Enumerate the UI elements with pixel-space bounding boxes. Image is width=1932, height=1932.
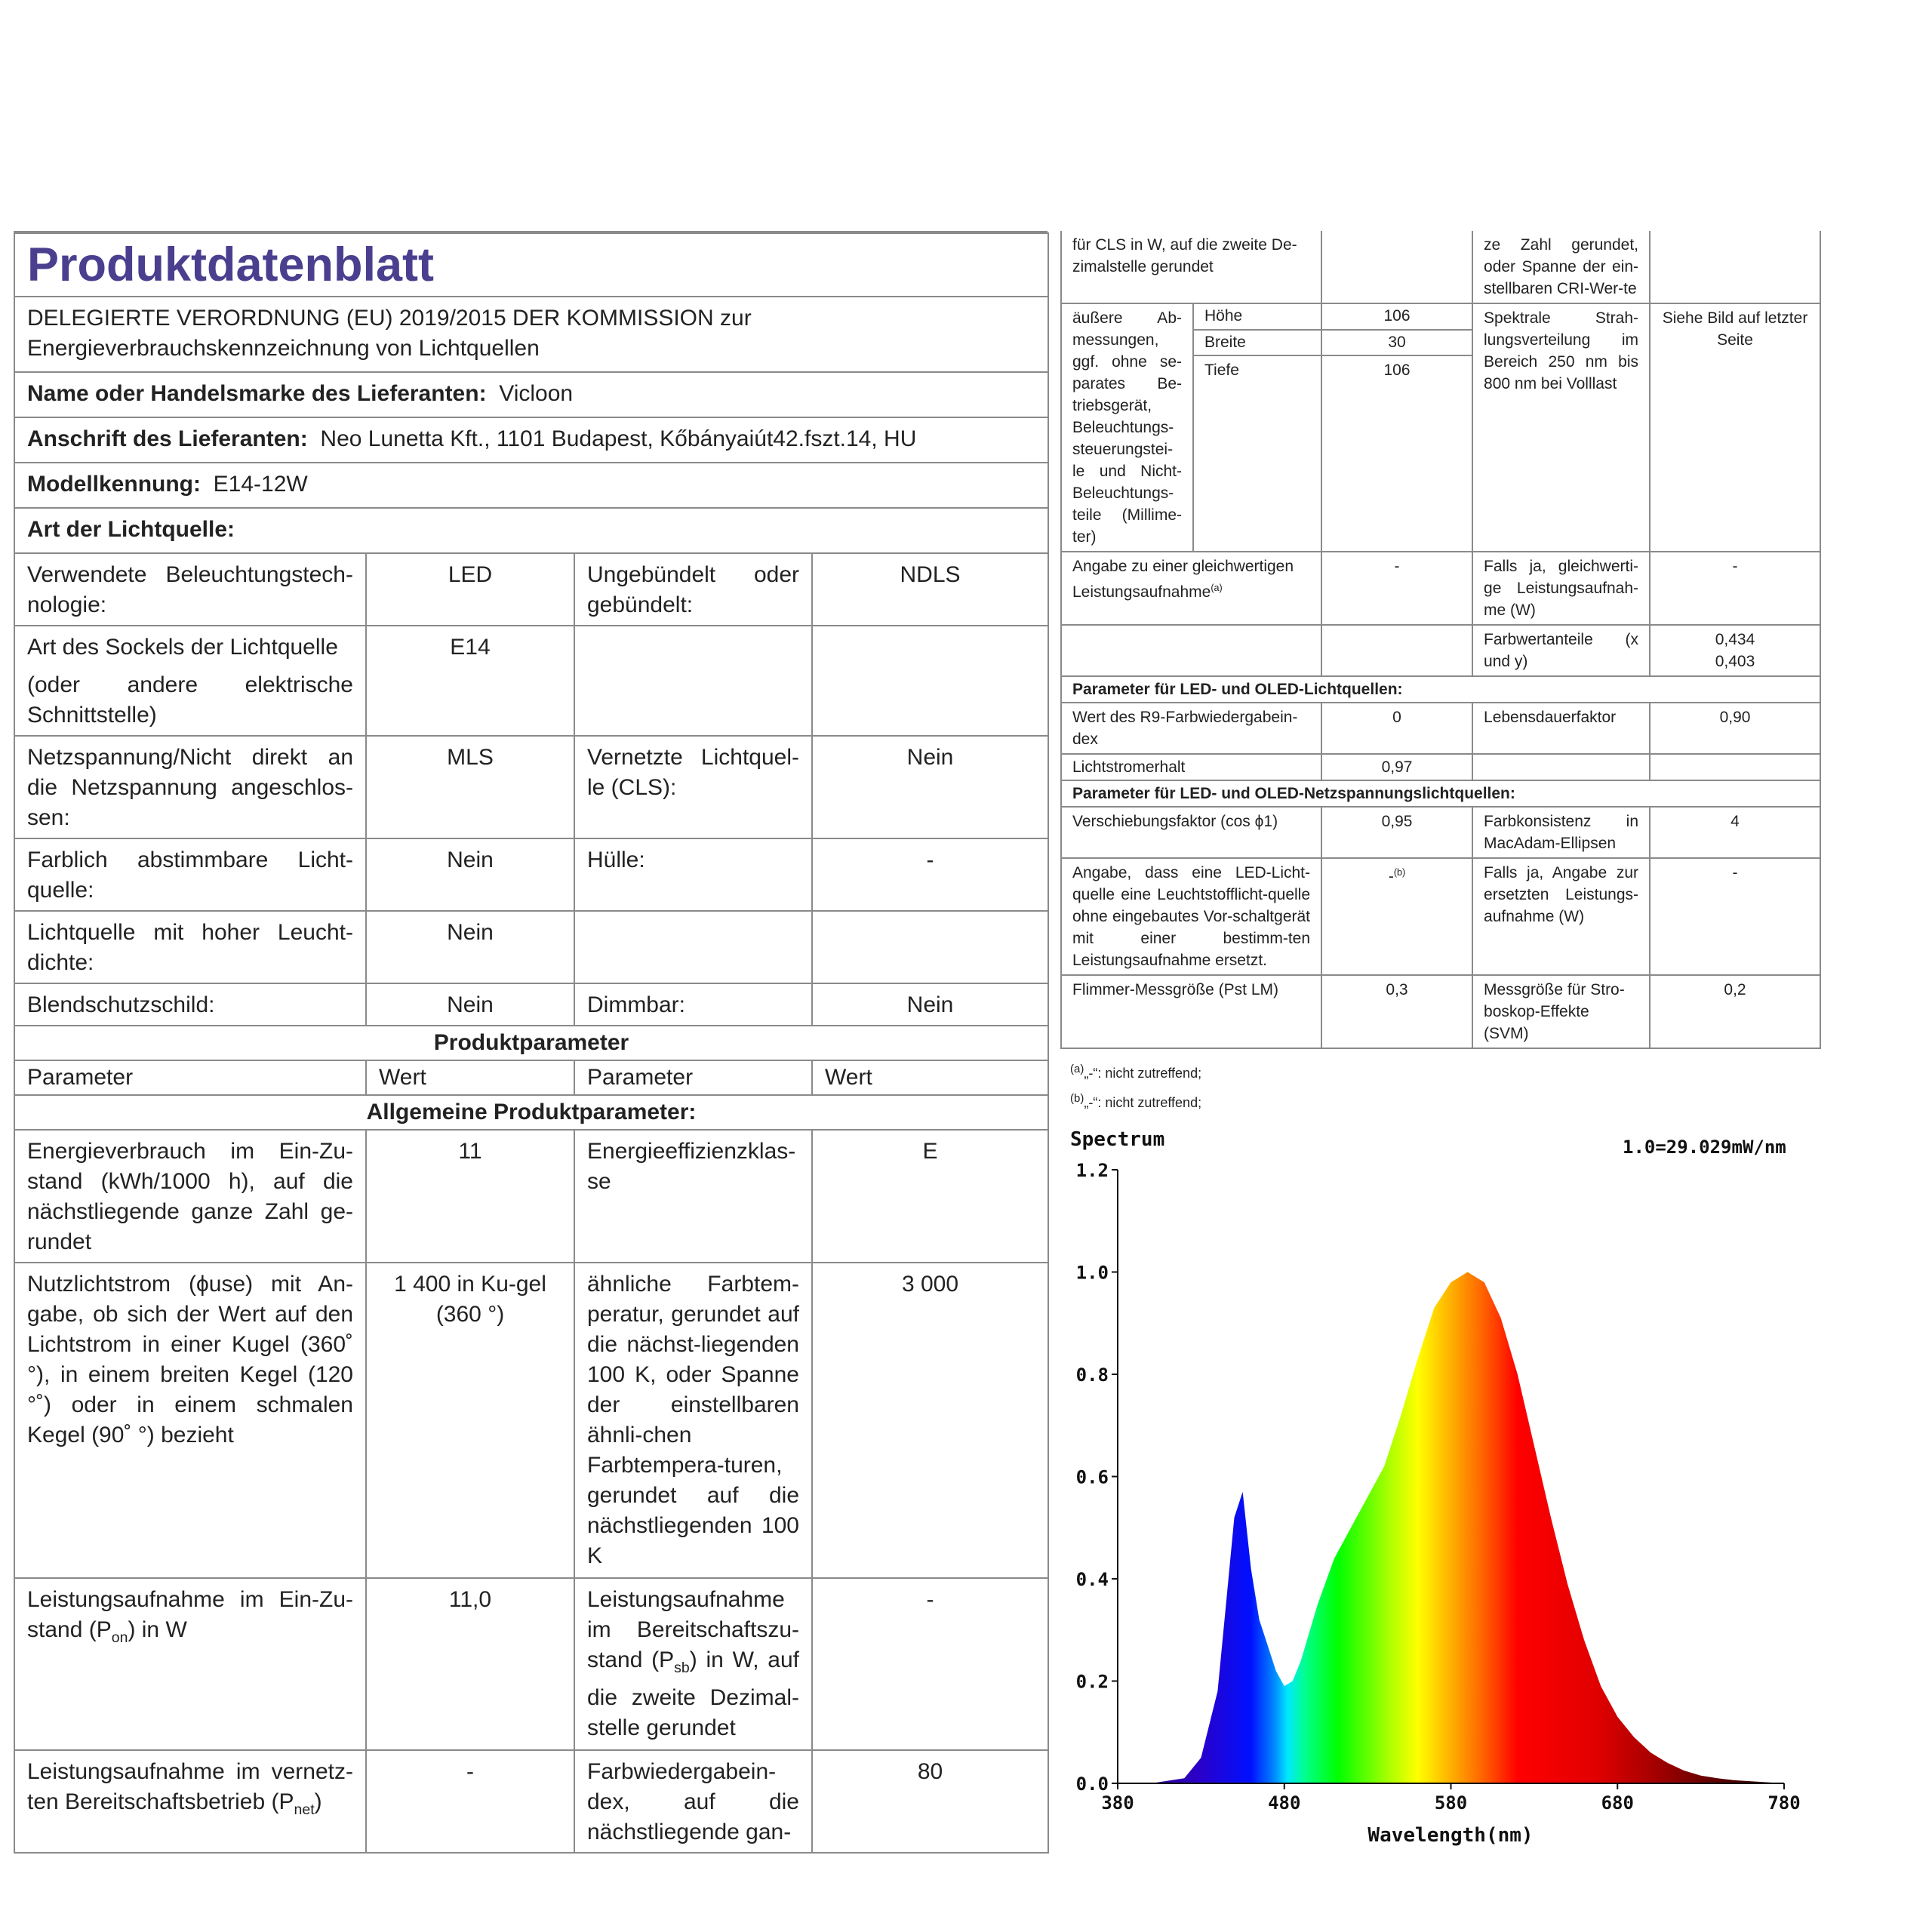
table-row — [14, 553, 1048, 626]
address-value: Neo Lunetta Kft., 1101 Budapest, Kőbányaiút42.fszt.14, HU — [320, 426, 917, 451]
param-cell: Lichtstromerhalt — [1061, 754, 1321, 780]
x-tick-label: 680 — [1601, 1792, 1634, 1814]
dimension-name: Tiefe — [1193, 355, 1321, 552]
regulation-text: DELEGIERTE VERORDNUNG (EU) 2019/2015 DER KOMMISSION zur Energieverbrauchskennzeichnung von Lichtquellen — [14, 297, 1048, 372]
param-cell: Energieeffizienzklas-se — [574, 1130, 812, 1263]
dimensions-label: äußere Ab-messungen, ggf. ohne se-parates Be-triebsgerät, Beleuchtungs-steuerungstei-le und Nicht-Beleuchtungs-teile (Millime-ter) — [1061, 303, 1193, 552]
table-row — [1061, 754, 1820, 780]
column-header: Parameter — [14, 1060, 366, 1095]
param-text: Leistungsaufnahme im vernetz-ten Bereitschaftsbetrieb (P — [27, 1759, 353, 1814]
y-tick-label: 1.2 — [1075, 1160, 1109, 1181]
param-cell: Farblich abstimmbare Licht-quelle: — [14, 838, 366, 911]
table-row — [1061, 703, 1820, 754]
chart-annotation: 1.0=29.029mW/nm — [1623, 1137, 1786, 1158]
chroma-x: 0,434 — [1715, 631, 1755, 648]
param-cell — [574, 626, 812, 736]
param-text: Angabe zu einer gleichwertigen Leistungsaufnahme — [1072, 558, 1294, 601]
value-cell: 0,90 — [1650, 703, 1820, 754]
table-row — [1061, 552, 1820, 625]
footnote-mark: (b) — [1070, 1092, 1084, 1105]
y-tick-label: 0.0 — [1075, 1774, 1109, 1795]
address-row — [14, 417, 1048, 463]
param-cell: Messgröße für Stro-boskop-Effekte (SVM) — [1472, 975, 1650, 1048]
table-row — [14, 911, 1048, 983]
right-table — [1060, 231, 1821, 1049]
table-row — [1061, 625, 1820, 676]
column-header: Wert — [812, 1060, 1048, 1095]
param-cell: Vernetzte Lichtquel-le (CLS): — [574, 736, 812, 838]
param-cell: Lebensdauerfaktor — [1472, 703, 1650, 754]
plot-area — [1076, 1160, 1801, 1814]
footnote — [1070, 1086, 1201, 1115]
x-tick-label: 580 — [1434, 1792, 1468, 1814]
footnote-mark: (a) — [1070, 1063, 1084, 1075]
value-cell — [812, 626, 1048, 736]
table-row — [1061, 303, 1820, 330]
value-cell: 0,95 — [1321, 807, 1472, 858]
param-cell: Farbkonsistenz in MacAdam-Ellipsen — [1472, 807, 1650, 858]
footnote-text: „-“: nicht zutreffend; — [1084, 1066, 1202, 1081]
spectrum-chart — [1064, 1117, 1819, 1847]
param-text: ) in W, auf die zweite Dezimal-stelle gerundet — [587, 1647, 800, 1740]
value-text: - — [1388, 868, 1394, 885]
param-text: Leistungsaufnahme im Ein-Zu-stand (P — [27, 1587, 353, 1642]
param-text: ) — [314, 1789, 322, 1814]
value-cell: 0,97 — [1321, 754, 1472, 780]
dimension-value: 106 — [1321, 355, 1472, 552]
param-cell — [14, 626, 366, 736]
value-cell: Nein — [366, 911, 574, 983]
param-cell: Verwendete Beleuchtungstech-nologie: — [14, 553, 366, 626]
supplier-row — [14, 372, 1048, 417]
value-cell: E — [812, 1130, 1048, 1263]
supplier-value: Vicloon — [499, 381, 574, 406]
param-cell: Nutzlichtstrom (ϕuse) mit An-gabe, ob sich der Wert auf den Lichtstrom in einer Kugel (360˚ °), in einem breiten Kegel (120 °˚) oder in einem schmalen Kegel (90˚ °) bezieht — [14, 1263, 366, 1578]
param-text: (oder andere elektrische Schnittstelle) — [27, 672, 353, 728]
left-table — [14, 232, 1049, 1854]
column-header: Wert — [366, 1060, 574, 1095]
light-type-label: Art der Lichtquelle: — [14, 508, 1048, 553]
param-cell: Dimmbar: — [574, 983, 812, 1026]
param-cell — [1472, 754, 1650, 780]
param-text: Leistungsaufnahme im Bereitschaftszu-stand (P — [587, 1587, 799, 1672]
value-cell: LED — [366, 553, 574, 626]
value-cell: - — [1650, 858, 1820, 975]
table-row — [14, 1130, 1048, 1263]
x-axis-label: Wavelength(nm) — [1367, 1824, 1534, 1847]
value-cell: 0,2 — [1650, 975, 1820, 1048]
y-tick-label: 0.8 — [1075, 1364, 1109, 1386]
value-cell: 11 — [366, 1130, 574, 1263]
x-tick-label: 380 — [1101, 1792, 1134, 1814]
x-tick-label: 780 — [1767, 1792, 1801, 1814]
chart-title: Spectrum — [1070, 1128, 1165, 1151]
table-row — [14, 983, 1048, 1026]
page-title: Produktdatenblatt — [14, 233, 1048, 297]
param-cell — [1061, 552, 1321, 625]
value-cell: Nein — [366, 983, 574, 1026]
param-cell: Flimmer-Messgröße (Pst LM) — [1061, 975, 1321, 1048]
value-cell: 0,3 — [1321, 975, 1472, 1048]
param-cell: Blendschutzschild: — [14, 983, 366, 1026]
param-cell: ähnliche Farbtem-peratur, gerundet auf die nächst-liegenden 100 K, oder Spanne der einstellbaren ähnli-chen Farbtempera-turen, gerundet auf die nächstliegenden 100 K — [574, 1263, 812, 1578]
param-cell: Wert des R9-Farbwiedergabein-dex — [1061, 703, 1321, 754]
value-cell: 11,0 — [366, 1578, 574, 1750]
value-cell: - — [1321, 552, 1472, 625]
subscript: on — [111, 1629, 128, 1646]
table-row — [14, 626, 1048, 736]
table-row — [1061, 975, 1820, 1048]
param-cell: Verschiebungsfaktor (cos ϕ1) — [1061, 807, 1321, 858]
value-cell: Nein — [812, 983, 1048, 1026]
footnote — [1070, 1057, 1201, 1086]
y-tick-label: 1.0 — [1075, 1262, 1109, 1284]
value-cell: - — [812, 838, 1048, 911]
value-cell — [1321, 858, 1472, 975]
value-cell: 3 000 — [812, 1263, 1048, 1578]
supplier-label: Name oder Handelsmarke des Lieferanten: — [27, 381, 487, 406]
table-row — [1061, 858, 1820, 975]
table-row — [1061, 807, 1820, 858]
param-cell — [574, 1578, 812, 1750]
column-header: Parameter — [574, 1060, 812, 1095]
spectrum-area — [1118, 1272, 1784, 1784]
value-cell: 1 400 in Ku-gel (360 °) — [366, 1263, 574, 1578]
param-cell: Hülle: — [574, 838, 812, 911]
table-row — [1061, 231, 1820, 303]
y-tick-label: 0.6 — [1075, 1466, 1109, 1488]
value-cell — [1321, 625, 1472, 676]
value-cell: NDLS — [812, 553, 1048, 626]
param-cell — [14, 1578, 366, 1750]
param-text: ) in W — [128, 1617, 187, 1642]
right-datasheet — [1060, 231, 1820, 1055]
table-row — [14, 1263, 1048, 1578]
value-cell: E14 — [366, 626, 574, 736]
left-datasheet — [14, 231, 1048, 1844]
section-title-mains: Parameter für LED- und OLED-Netzspannungslichtquellen: — [1061, 780, 1820, 807]
param-cell: Angabe, dass eine LED-Licht-quelle eine Leuchtstofflicht-quelle ohne eingebautes Vor-schaltgerät mit einer bestimm-ten Leistungsaufnahme ersetzt. — [1061, 858, 1321, 975]
param-cell: Lichtquelle mit hoher Leucht-dichte: — [14, 911, 366, 983]
value-cell — [1650, 625, 1820, 676]
param-cell: Ungebündelt oder gebündelt: — [574, 553, 812, 626]
footnote-mark: (b) — [1393, 867, 1406, 878]
footnote-mark: (a) — [1211, 583, 1223, 593]
value-cell — [1650, 754, 1820, 780]
dimension-name: Höhe — [1193, 303, 1321, 330]
table-row — [14, 1578, 1048, 1750]
dimension-value: 30 — [1321, 330, 1472, 356]
y-tick-label: 0.2 — [1075, 1671, 1109, 1693]
x-tick-label: 480 — [1268, 1792, 1301, 1814]
param-cell: Energieverbrauch im Ein-Zu-stand (kWh/1000 h), auf die nächstliegende ganze Zahl ge-rundet — [14, 1130, 366, 1263]
param-cell: ze Zahl gerundet, oder Spanne der ein-stellbaren CRI-Wer-te — [1472, 231, 1650, 303]
model-row — [14, 463, 1048, 508]
table-row — [14, 736, 1048, 838]
value-cell: - — [812, 1578, 1048, 1750]
value-cell — [1650, 231, 1820, 303]
value-cell: Siehe Bild auf letzter Seite — [1650, 303, 1820, 552]
subscript: sb — [674, 1660, 690, 1676]
footnote-text: „-“: nicht zutreffend; — [1084, 1095, 1202, 1110]
y-tick-label: 0.4 — [1075, 1569, 1109, 1590]
dimension-name: Breite — [1193, 330, 1321, 356]
address-label: Anschrift des Lieferanten: — [27, 426, 308, 451]
param-cell — [14, 1750, 366, 1853]
value-cell: MLS — [366, 736, 574, 838]
param-cell — [574, 911, 812, 983]
subscript: net — [294, 1801, 315, 1818]
param-cell: Netzspannung/Nicht direkt an die Netzspannung angeschlos-sen: — [14, 736, 366, 838]
chroma-y: 0,403 — [1715, 653, 1755, 670]
param-cell: Falls ja, gleichwerti-ge Leistungsaufnah-me (W) — [1472, 552, 1650, 625]
value-cell: Nein — [366, 838, 574, 911]
param-cell — [1061, 625, 1321, 676]
section-title-general: Allgemeine Produktparameter: — [14, 1095, 1048, 1130]
value-cell: 80 — [812, 1750, 1048, 1853]
value-cell — [812, 911, 1048, 983]
value-cell: 0 — [1321, 703, 1472, 754]
table-row — [14, 838, 1048, 911]
param-cell: Spektrale Strah-lungsverteilung im Bereich 250 nm bis 800 nm bei Volllast — [1472, 303, 1650, 552]
dimension-value: 106 — [1321, 303, 1472, 330]
footnotes — [1070, 1057, 1201, 1115]
param-text: Art des Sockels der Lichtquelle — [27, 635, 338, 660]
value-cell: - — [366, 1750, 574, 1853]
value-cell: 4 — [1650, 807, 1820, 858]
param-cell: für CLS in W, auf die zweite De-zimalstelle gerundet — [1061, 231, 1321, 303]
section-title-product-params: Produktparameter — [14, 1026, 1048, 1060]
model-value: E14-12W — [213, 472, 308, 497]
param-cell: Farbwiedergabein-dex, auf die nächstliegende gan- — [574, 1750, 812, 1853]
value-cell: Nein — [812, 736, 1048, 838]
model-label: Modellkennung: — [27, 472, 201, 497]
param-cell: Falls ja, Angabe zur ersetzten Leistungs-aufnahme (W) — [1472, 858, 1650, 975]
value-cell: - — [1650, 552, 1820, 625]
param-cell: Farbwertanteile (x und y) — [1472, 625, 1650, 676]
column-header-row — [14, 1060, 1048, 1095]
table-row — [14, 1750, 1048, 1853]
section-title-led: Parameter für LED- und OLED-Lichtquellen: — [1061, 676, 1820, 703]
value-cell — [1321, 231, 1472, 303]
